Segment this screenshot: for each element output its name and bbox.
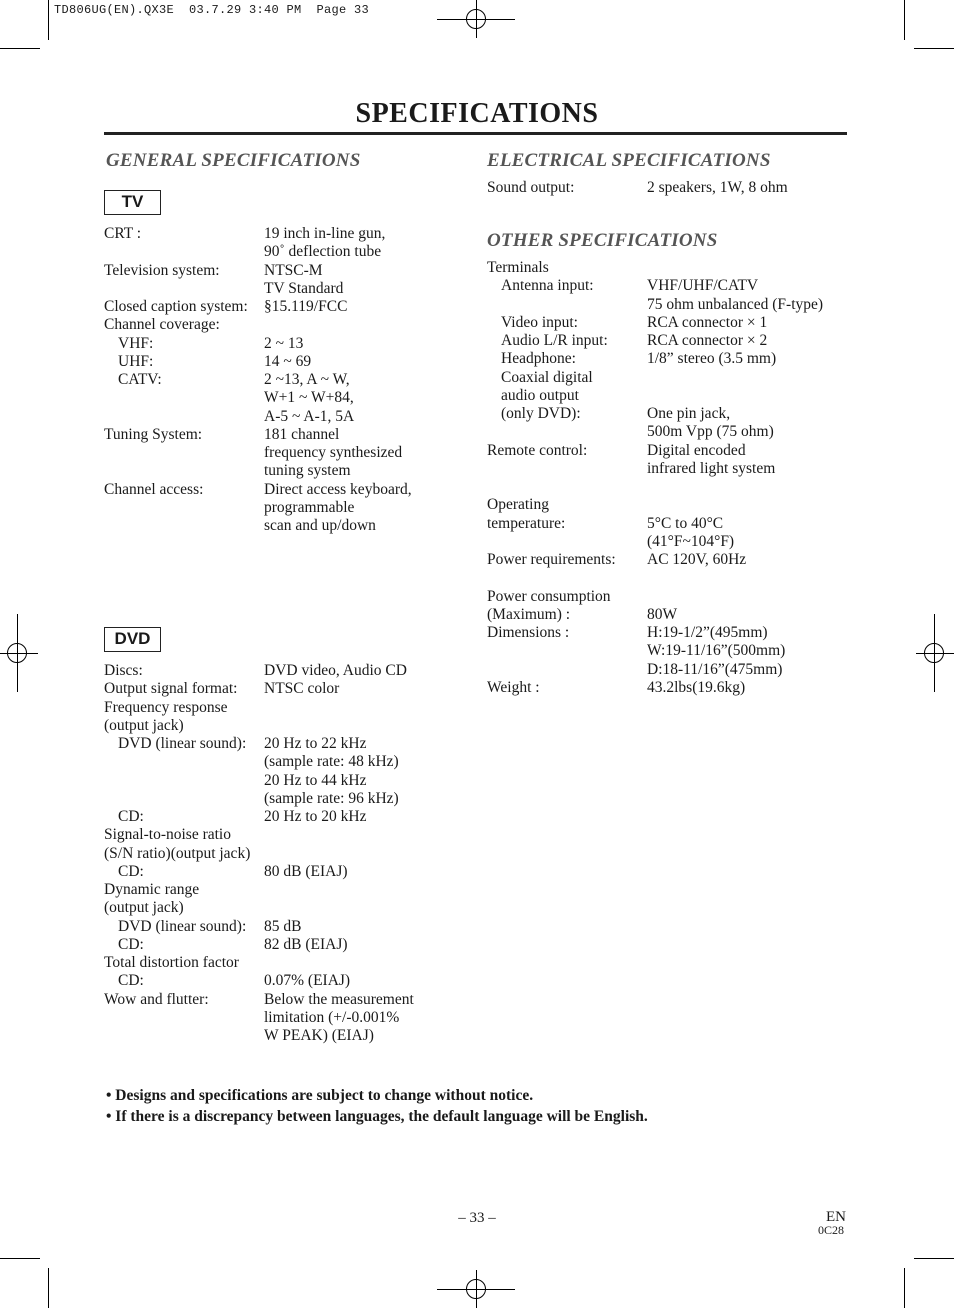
spec-value (647, 314, 767, 332)
spec-value-line: VHF/UHF/CATV (647, 277, 759, 295)
spec-value-line: 2 ~13, A ~ W, (264, 371, 350, 388)
spec-value (647, 179, 788, 197)
page-number: – 33 – (458, 1210, 496, 1226)
spec-value (264, 335, 303, 353)
spec-value (264, 826, 268, 844)
spec-value-line: 43.2lbs(19.6kg) (647, 678, 746, 696)
spec-key: (only DVD): (501, 405, 581, 422)
spec-key: CRT : (104, 225, 142, 242)
spec-row (487, 387, 823, 405)
spec-row (104, 954, 414, 972)
spec-key: Dynamic range (104, 881, 200, 898)
print-slug: TD806UG(EN).QX3E 03.7.29 3:40 PM Page 33 (54, 3, 370, 17)
note-language: • If there is a discrepancy between languages, the default language will be English. (106, 1108, 648, 1125)
spec-row (487, 624, 823, 679)
spec-row (104, 262, 412, 299)
spec-value-line: (sample rate: 48 kHz) (264, 753, 399, 771)
crop-mark (0, 48, 40, 49)
spec-row (104, 316, 412, 334)
spec-row (104, 426, 412, 481)
spec-row (487, 350, 823, 368)
spec-row (487, 606, 823, 624)
spec-row (104, 680, 414, 698)
spec-value (647, 478, 651, 496)
spec-value-line: 2 ~ 13 (264, 334, 304, 352)
spec-row (487, 588, 823, 606)
spec-key: Terminals (487, 259, 549, 276)
spec-value (264, 972, 350, 990)
other-spec-list (487, 259, 823, 697)
spec-key: CD: (118, 862, 144, 880)
spec-row (487, 496, 823, 514)
spec-row (104, 298, 412, 316)
spec-key: VHF: (118, 334, 154, 352)
spec-row (487, 515, 823, 552)
spec-row (104, 225, 412, 262)
spec-row (104, 845, 414, 863)
spec-value-line: H:19-1/2”(495mm) (647, 624, 768, 641)
spec-value (264, 899, 268, 917)
spec-key (487, 569, 647, 587)
spec-value (647, 259, 651, 277)
spec-key: Tuning System: (104, 425, 203, 443)
electrical-spec-list (487, 179, 788, 197)
spec-value (264, 298, 347, 316)
spec-row (104, 918, 414, 936)
spec-value (264, 954, 268, 972)
dvd-spec-list (104, 662, 414, 1045)
spec-row (104, 808, 414, 826)
spec-row (104, 826, 414, 844)
spec-value-line: RCA connector × 1 (647, 313, 768, 331)
spec-value (647, 624, 785, 679)
spec-value (647, 551, 746, 569)
dvd-label-box: DVD (104, 627, 161, 652)
spec-value (264, 262, 343, 299)
spec-key: temperature: (487, 514, 566, 532)
spec-value-line: 90˚ deflection tube (264, 243, 382, 261)
spec-value-line: 75 ohm unbalanced (F-type) (647, 295, 824, 313)
language-code: EN (826, 1209, 846, 1225)
spec-key: Coaxial digital (501, 368, 593, 386)
spec-row (487, 442, 823, 479)
spec-key: Total distortion factor (104, 954, 239, 971)
spec-value-line: 19 inch in-line gun, (264, 225, 386, 242)
spec-key: Dimensions : (487, 624, 570, 641)
spec-value-line: 14 ~ 69 (264, 352, 312, 370)
spec-row (104, 991, 414, 1046)
spec-key: CD: (118, 808, 144, 825)
note-change-notice: • Designs and specifications are subject to change without notice. (106, 1087, 534, 1104)
general-specifications-heading: GENERAL SPECIFICATIONS (106, 150, 361, 171)
title-rule (104, 132, 847, 135)
spec-key: (output jack) (104, 899, 184, 917)
spec-value-line: 0.07% (EIAJ) (264, 972, 351, 990)
spec-value-line: programmable (264, 498, 355, 516)
spec-value-line: (sample rate: 96 kHz) (264, 789, 399, 807)
crop-mark (904, 1268, 905, 1308)
spec-row (104, 662, 414, 680)
spec-row (487, 551, 823, 569)
spec-value (264, 481, 412, 536)
spec-key: Channel coverage: (104, 316, 220, 334)
spec-row (104, 936, 414, 954)
spec-value (647, 387, 651, 405)
spec-value (264, 881, 268, 899)
spec-row (487, 369, 823, 387)
spec-row (487, 569, 823, 587)
crop-mark (0, 1258, 40, 1259)
spec-value-line: 85 dB (264, 917, 302, 935)
spec-value-line: 82 dB (EIAJ) (264, 935, 348, 953)
spec-row (104, 353, 412, 371)
spec-value-line: 500m Vpp (75 ohm) (647, 423, 774, 441)
spec-value-line: infrared light system (647, 459, 776, 477)
spec-value-line: RCA connector × 2 (647, 332, 768, 349)
page-title: SPECIFICATIONS (355, 98, 599, 129)
spec-key: DVD (linear sound): (118, 735, 247, 752)
spec-key: (Maximum) : (487, 605, 571, 623)
spec-value-line: Digital encoded (647, 441, 746, 459)
spec-value-line: TV Standard (264, 279, 344, 297)
spec-value-line: 80W (647, 605, 678, 623)
spec-key: Operating (487, 496, 549, 514)
spec-value (264, 662, 407, 680)
spec-value (264, 680, 339, 698)
spec-key: DVD (linear sound): (118, 917, 247, 935)
spec-value-line: Below the measurement (264, 990, 414, 1008)
spec-value-line: frequency synthesized (264, 444, 403, 461)
spec-value (264, 426, 402, 481)
spec-value (264, 936, 348, 954)
spec-key: Sound output: (487, 179, 575, 196)
spec-row (104, 863, 414, 881)
crop-mark (48, 1268, 49, 1308)
spec-value (264, 316, 268, 334)
spec-value (264, 717, 268, 735)
spec-key: Weight : (487, 678, 540, 696)
electrical-specifications-heading: ELECTRICAL SPECIFICATIONS (487, 150, 771, 171)
spec-row (104, 717, 414, 735)
document-code: 0C28 (818, 1223, 845, 1237)
spec-value-line: 5°C to 40°C (647, 514, 724, 532)
other-specifications-heading: OTHER SPECIFICATIONS (487, 230, 718, 251)
spec-value (647, 679, 745, 697)
spec-value (264, 863, 348, 881)
spec-row (487, 478, 823, 496)
spec-value (647, 606, 677, 624)
spec-value (264, 699, 268, 717)
spec-row (104, 371, 412, 426)
spec-value-line: W:19-11/16”(500mm) (647, 642, 786, 660)
spec-row (487, 259, 823, 277)
spec-key: Wow and flutter: (104, 990, 209, 1008)
spec-value-line: Direct access keyboard, (264, 480, 412, 498)
spec-key: Antenna input: (501, 277, 594, 295)
spec-row (487, 277, 823, 314)
spec-value-line: 80 dB (EIAJ) (264, 862, 348, 880)
spec-value-line: 20 Hz to 20 kHz (264, 808, 367, 825)
tv-label-box: TV (104, 190, 161, 215)
spec-key: Channel access: (104, 480, 204, 498)
spec-value (264, 225, 385, 262)
spec-value-line: AC 120V, 60Hz (647, 551, 747, 568)
spec-value-line: 20 Hz to 44 kHz (264, 771, 367, 789)
spec-value-line: NTSC-M (264, 261, 323, 279)
spec-value-line: limitation (+/-0.001% (264, 1008, 400, 1026)
spec-key: Output signal format: (104, 680, 238, 698)
spec-value-line: DVD video, Audio CD (264, 662, 407, 679)
spec-row (104, 335, 412, 353)
spec-value (264, 991, 414, 1046)
spec-value-line: §15.119/FCC (264, 298, 348, 315)
spec-row (487, 179, 788, 197)
spec-row (487, 405, 823, 442)
spec-value (647, 588, 651, 606)
spec-value (647, 332, 767, 350)
spec-value (264, 808, 366, 826)
spec-value-line: tuning system (264, 462, 351, 480)
spec-key: UHF: (118, 352, 154, 370)
crop-mark (914, 48, 954, 49)
spec-key: (output jack) (104, 716, 184, 734)
spec-key: Video input: (501, 313, 578, 331)
spec-row (104, 699, 414, 717)
spec-row (104, 481, 412, 536)
spec-row (104, 972, 414, 990)
spec-value (647, 350, 776, 368)
spec-key: audio output (501, 386, 579, 404)
spec-value-line: W+1 ~ W+84, (264, 389, 354, 407)
spec-value (647, 515, 734, 552)
spec-value-line: 181 channel (264, 425, 340, 443)
spec-row (104, 899, 414, 917)
spec-value (264, 918, 301, 936)
spec-row (487, 314, 823, 332)
crop-mark (904, 0, 905, 40)
spec-key: Discs: (104, 662, 143, 679)
spec-key: Power requirements: (487, 551, 616, 568)
spec-value (264, 371, 354, 426)
spec-key: CD: (118, 972, 144, 990)
spec-value-line: 20 Hz to 22 kHz (264, 735, 367, 752)
spec-key: Television system: (104, 261, 220, 279)
spec-row (104, 735, 414, 808)
spec-key: Closed caption system: (104, 298, 248, 315)
spec-value (647, 496, 651, 514)
spec-key: CATV: (118, 371, 162, 388)
spec-key: (S/N ratio)(output jack) (104, 844, 251, 862)
tv-spec-list (104, 225, 412, 535)
spec-value (647, 569, 651, 587)
spec-value (264, 845, 268, 863)
spec-key: Headphone: (501, 350, 576, 368)
spec-row (104, 881, 414, 899)
spec-key: Power consumption (487, 587, 611, 605)
spec-value (647, 277, 823, 314)
spec-key: Signal-to-noise ratio (104, 826, 231, 844)
spec-key: Frequency response (104, 698, 228, 716)
spec-key (487, 478, 647, 496)
spec-value-line: One pin jack, (647, 405, 731, 422)
spec-value-line: W PEAK) (EIAJ) (264, 1027, 374, 1044)
spec-value-line: 1/8” stereo (3.5 mm) (647, 350, 777, 368)
crop-mark (914, 1258, 954, 1259)
spec-value-line: scan and up/down (264, 517, 376, 534)
spec-key: CD: (118, 935, 144, 953)
spec-row (487, 332, 823, 350)
spec-value (264, 353, 311, 371)
spec-value-line: A-5 ~ A-1, 5A (264, 407, 355, 425)
spec-value-line: D:18-11/16”(475mm) (647, 660, 783, 678)
spec-value-line: 2 speakers, 1W, 8 ohm (647, 179, 788, 196)
spec-row (487, 679, 823, 697)
spec-value (647, 442, 775, 479)
spec-value-line: NTSC color (264, 680, 340, 698)
crop-mark (48, 0, 49, 40)
spec-value (647, 369, 651, 387)
spec-key: Remote control: (487, 441, 588, 459)
spec-value-line: (41°F~104°F) (647, 532, 735, 550)
spec-value (264, 735, 399, 808)
spec-key: Audio L/R input: (501, 332, 608, 349)
spec-value (647, 405, 774, 442)
